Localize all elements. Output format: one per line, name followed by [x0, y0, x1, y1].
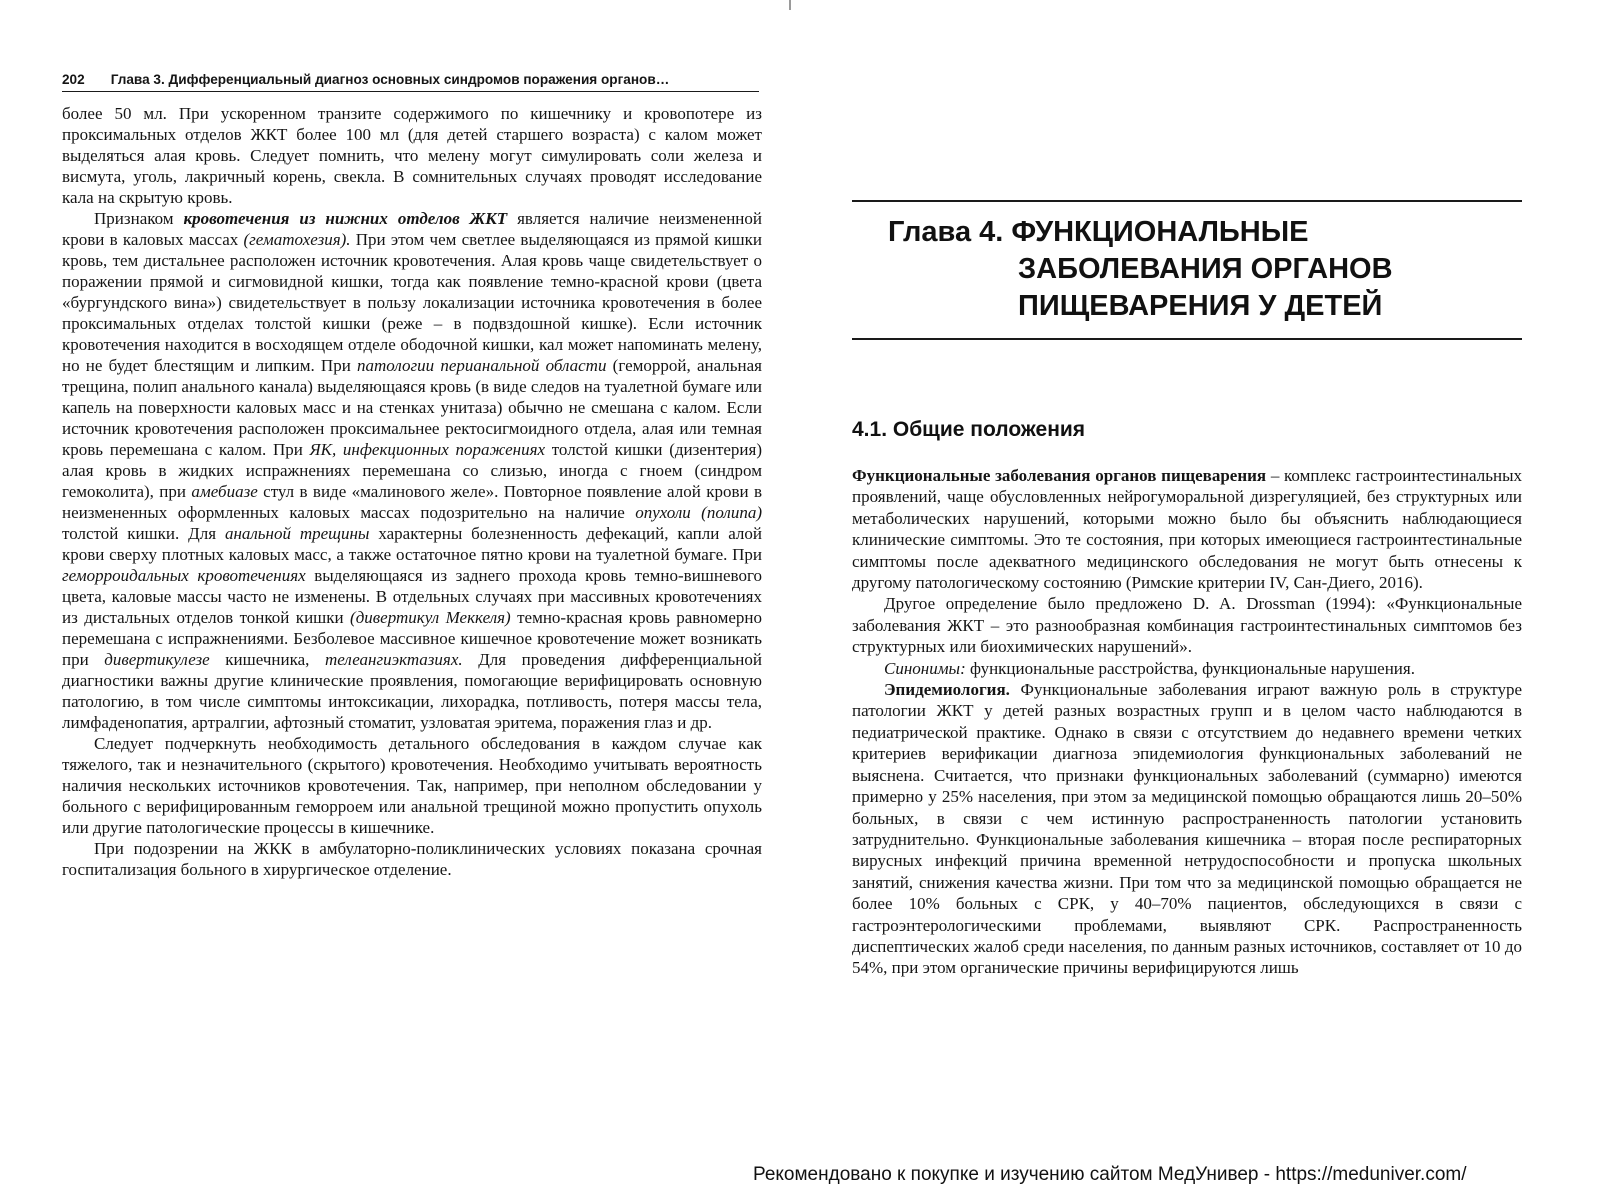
text-run: Признаком [94, 209, 184, 228]
text-run: опухоли (полипа) [635, 503, 762, 522]
chapter-title-line-3: ПИЩЕВАРЕНИЯ У ДЕТЕЙ [1018, 290, 1383, 322]
paragraph [852, 658, 1522, 679]
text-run: (гематохезия). [243, 230, 351, 249]
left-page [62, 72, 762, 880]
text-run: Функциональные заболевания играют важную роль в структуре патологии ЖКТ у детей разных возрастных групп и в целом часто наблюдаются в педиатрической практике. Однако в связи с отсутствием до недавнего времени четких критериев верификации диагноза эпидемиология функциональных заболеваний не выяснена. Считается, что признаки функциональных заболеваний (суммарно) имеются примерно у 25% населения, при этом за медицинской помощью обращаются лишь 20–50% больных, в связи с чем истинную распространенность патологии установить затруднительно. Функциональные заболевания кишечника – вторая после респираторных вирусных инфекций причина временной нетрудоспособности и пропуска школьных занятий, снижения качества жизни. При том что за медицинской помощью обращается не более 10% больных с СРК, у 40–70% пациентов, обследующихся в связи с гастроэнтерологическими проблемами, выявляют СРК. Распространенность диспептических жалоб среди населения, по данным разных источников, составляет от 10 до 54%, при этом органические причины верифицируются лишь [852, 680, 1522, 978]
chapter-title-line-2: ЗАБОЛЕВАНИЯ ОРГАНОВ [1018, 253, 1393, 285]
text-run: (геморрой, анальная трещина, полип анального канала) выделяющаяся кровь (в виде следов на туалетной бумаге или капель на поверхности каловых масс и на стенках унитаза) обычно не смешана с калом. Если источник кровотечения расположен проксимальнее ректосигмоидного отдела, алая или темная кровь перемешана с калом. При [62, 356, 762, 459]
text-run: характерны болезненность дефекаций, капли алой крови сверху плотных каловых масс, а также остаточное пятно крови на туалетной бумаге. При [62, 524, 762, 564]
text-run: анальной трещины [224, 524, 370, 543]
text-run: Другое определение было предложено D. A. Drossman (1994): «Функциональные заболевания ЖКТ – это разнообразная комбинация гастроинтестинальных симптомов без структурных или биохимических нарушений». [852, 594, 1522, 657]
text-run: толстой кишки. Для [62, 524, 225, 543]
text-run: функциональные расстройства, функциональные нарушения. [965, 658, 1415, 678]
running-head-title: Глава 3. Дифференциальный диагноз основных синдромов поражения органов… [110, 72, 670, 87]
paragraph [62, 733, 762, 838]
text-run: Для проведения дифференциальной диагностики важны другие клинические проявления, помогающие верифицировать основную патологию, в том числе симптомы интоксикации, лихорадка, потливость, потеря массы тела, лимфаденопатия, артралгии, афтозный стоматит, узловатая эритема, поражения глаз и др. [62, 650, 762, 732]
chapter-title-line-1: Глава 4. ФУНКЦИОНАЛЬНЫЕ [888, 216, 1309, 248]
text-run: При подозрении на ЖКК в амбулаторно-поликлинических условиях показана срочная госпитализация больного в хирургическое отделение. [62, 839, 762, 879]
paragraph [62, 103, 762, 208]
text-run: Синонимы: [884, 658, 966, 678]
text-run: При этом чем светлее выделяющаяся из прямой кишки кровь, тем дистальнее расположен источник кровотечения. Алая кровь чаще свидетельствует о поражении прямой и сигмовидной кишки, тогда как появление темно-красной крови (цвета «бургундского вина») свидетельствует в пользу локализации источника кровотечения в более проксимальных отделах толстой кишки (реже – в подвздошной кишке). Если источник кровотечения находится в восходящем отделе ободочной кишки, кал может напоминать мелену, но не будет блестящим и липким. При [62, 230, 762, 375]
text-run: телеангиэктазиях. [324, 650, 463, 669]
chapter-title [888, 214, 1528, 325]
text-run: является наличие неизмененной крови в каловых массах [62, 209, 762, 249]
text-run: Эпидемиология. [884, 680, 1010, 700]
text-run: кровотечения из нижних отделов ЖКТ [183, 209, 508, 228]
page-fold-mark [789, 0, 791, 10]
running-head [62, 72, 759, 92]
chapter-rule-top [852, 200, 1522, 202]
text-run: – комплекс гастроинтестинальных проявлений, чаще обусловленных нейрогуморальной дизрегуляцией, без структурных или метаболических нарушений, которыми можно было бы объяснить наблюдающиеся клинические симптомы. Это те состояния, при которых имеющиеся гастроинтестинальные симптомы после адекватного медицинского обследования не могут быть отнесены к другому патологическому состоянию (Римские критерии IV, Сан-Диего, 2016). [852, 466, 1522, 593]
text-run: толстой кишки (дизентерия) алая кровь в жидких испражнениях перемешана со слизью, иногда с гноем (синдром гемоколита), при [62, 440, 763, 501]
text-run: кишечника, [209, 650, 325, 669]
page-number: 202 [62, 72, 85, 87]
paragraph [852, 593, 1522, 657]
paragraph [852, 465, 1522, 593]
section-title: 4.1. Общие положения [852, 418, 1086, 441]
text-run: Следует подчеркнуть необходимость детального обследования в каждом случае как тяжелого, так и незначительного (скрытого) кровотечения. Необходимо учитывать вероятность наличия нескольких источников кровотечения. Так, например, при неполном обследовании у больного с верифицированным геморроем или анальной трещиной можно пропустить опухоль или другие патологические процессы в кишечнике. [62, 734, 762, 837]
paragraph [62, 208, 762, 733]
text-run: дивертикулезе [104, 650, 210, 669]
text-run: темно-красная кровь равномерно перемешана с испражнениями. Безболевое массивное кишечное кровотечение может возникать при [62, 608, 763, 669]
left-page-body [62, 103, 762, 880]
text-run: патологии перианальной области [357, 356, 607, 375]
text-run: амебиазе [191, 482, 258, 501]
text-run: ЯК, инфекционных поражениях [309, 440, 546, 459]
text-run: (дивертикул Меккеля) [350, 608, 511, 627]
text-run: стул в виде «малинового желе». Повторное появление алой крови в неизмененных оформленных каловых массах подозрительно на наличие [62, 482, 762, 522]
paragraph [62, 838, 762, 880]
footer-recommendation: Рекомендовано к покупке и изучению сайтом МедУнивер - https://meduniver.com/ [753, 1164, 1467, 1185]
right-page-body [852, 465, 1522, 979]
text-run: выделяющаяся из заднего прохода кровь темно-вишневого цвета, каловые массы часто не изменены. В отдельных случаях при массивных кровотечениях из дистальных отделов тонкой кишки [62, 566, 762, 627]
chapter-rule-bottom [852, 338, 1522, 340]
text-run: более 50 мл. При ускоренном транзите содержимого по кишечнику и кровопотере из проксимальных отделов ЖКТ более 100 мл (для детей старшего возраста) с калом может выделяться алая кровь. Следует помнить, что мелену могут симулировать соли железа и висмута, уголь, лакричный корень, свекла. В сомнительных случаях проводят исследование кала на скрытую кровь. [62, 104, 762, 207]
paragraph [852, 679, 1522, 979]
text-run: Функциональные заболевания органов пищеварения [852, 466, 1267, 485]
text-run: геморроидальных кровотечениях [62, 566, 306, 585]
